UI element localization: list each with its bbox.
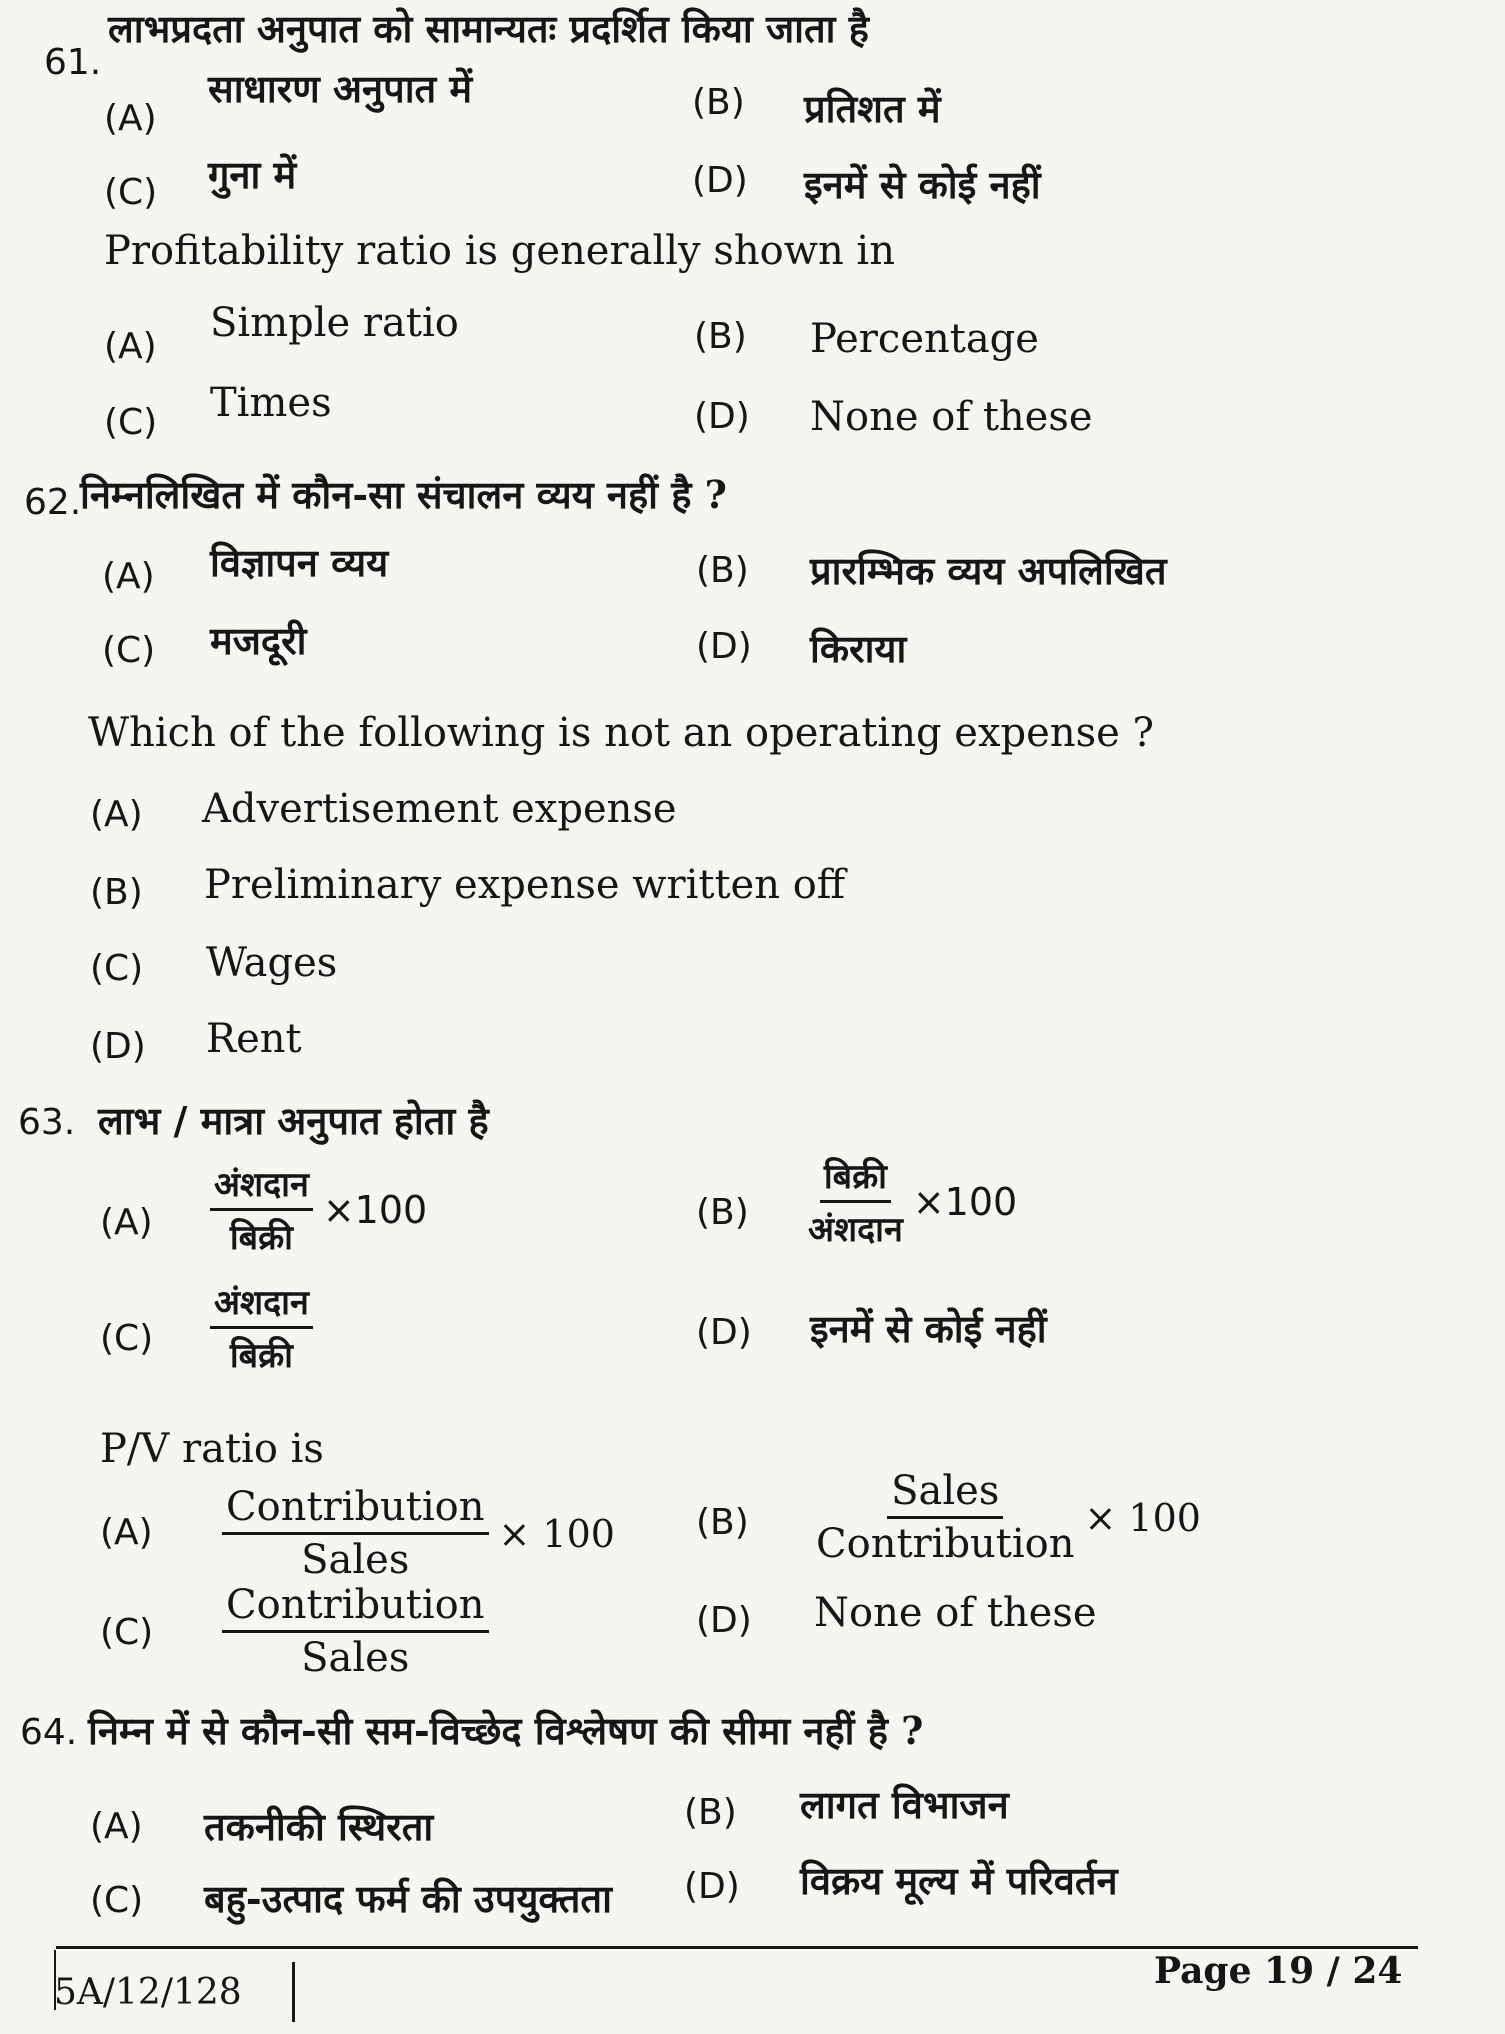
q62-en-option-d-label: (D) bbox=[90, 1026, 146, 1067]
q64-number: 64. bbox=[20, 1712, 78, 1753]
footer-rule bbox=[56, 1946, 1418, 1949]
q63-en-option-d-label: (D) bbox=[696, 1600, 752, 1641]
denominator: Sales bbox=[301, 1635, 410, 1681]
q63-hi-option-b-formula bbox=[808, 1152, 1017, 1251]
denominator: बिक्री bbox=[229, 1336, 293, 1376]
q62-en-option-b-text: Preliminary expense written off bbox=[204, 862, 846, 908]
q62-hi-option-c-text: मजदूरी bbox=[210, 618, 307, 663]
q62-en-option-a-label: (A) bbox=[90, 794, 143, 835]
q61-en-option-d-text: None of these bbox=[810, 394, 1093, 440]
q61-en-option-d-label: (D) bbox=[694, 396, 750, 437]
q62-hi-option-a-label: (A) bbox=[102, 556, 155, 597]
fraction bbox=[210, 1160, 313, 1259]
fraction bbox=[222, 1582, 489, 1681]
q64-hi-option-a-text: तकनीकी स्थिरता bbox=[204, 1804, 434, 1849]
multiplier: × 100 bbox=[1084, 1495, 1201, 1540]
q61-english-question: Profitability ratio is generally shown in bbox=[104, 228, 895, 274]
q61-hi-option-c-label: (C) bbox=[104, 172, 158, 213]
denominator: Contribution bbox=[816, 1521, 1075, 1567]
q62-hi-option-b-label: (B) bbox=[696, 550, 749, 591]
q63-en-option-b-label: (B) bbox=[696, 1502, 749, 1543]
numerator: अंशदान bbox=[210, 1160, 313, 1211]
fraction bbox=[222, 1484, 489, 1583]
q64-hi-option-b-label: (B) bbox=[684, 1792, 737, 1833]
numerator: अंशदान bbox=[210, 1278, 313, 1329]
q62-hindi-question: निम्नलिखित में कौन-सा संचालन व्यय नहीं है ? bbox=[80, 472, 727, 517]
q63-hi-option-b-label: (B) bbox=[696, 1192, 749, 1233]
q62-hi-option-c-label: (C) bbox=[102, 630, 156, 671]
q61-number: 61. bbox=[44, 42, 102, 83]
q61-hi-option-c-text: गुना में bbox=[208, 152, 297, 197]
q63-en-option-a-formula bbox=[222, 1484, 615, 1583]
q62-en-option-a-text: Advertisement expense bbox=[202, 786, 677, 832]
q63-number: 63. bbox=[18, 1102, 76, 1143]
q62-hi-option-d-label: (D) bbox=[696, 626, 752, 667]
denominator: अंशदान bbox=[808, 1210, 903, 1250]
q63-en-option-c-formula bbox=[222, 1582, 489, 1681]
q62-english-question: Which of the following is not an operating expense ? bbox=[88, 710, 1154, 756]
q62-en-option-c-label: (C) bbox=[90, 948, 144, 989]
q61-en-option-c-label: (C) bbox=[104, 402, 158, 443]
q64-hi-option-c-text: बहु-उत्पाद फर्म की उपयुक्तता bbox=[204, 1876, 612, 1921]
q61-hi-option-b-label: (B) bbox=[692, 82, 745, 123]
q61-hi-option-d-text: इनमें से कोई नहीं bbox=[804, 162, 1041, 207]
q64-hindi-question: निम्न में से कौन-सी सम-विच्छेद विश्लेषण की सीमा नहीं है ? bbox=[88, 1708, 924, 1753]
fraction bbox=[816, 1468, 1075, 1567]
q63-english-question: P/V ratio is bbox=[100, 1426, 324, 1472]
q63-hi-option-d-label: (D) bbox=[696, 1312, 752, 1353]
q63-hi-option-a-formula bbox=[210, 1160, 427, 1259]
q61-hi-option-d-label: (D) bbox=[692, 160, 748, 201]
footer-code-box-right bbox=[292, 1962, 295, 2022]
q62-hi-option-b-text: प्रारम्भिक व्यय अपलिखित bbox=[810, 548, 1167, 593]
q61-en-option-b-text: Percentage bbox=[810, 316, 1039, 362]
q62-en-option-b-label: (B) bbox=[90, 872, 143, 913]
q63-en-option-d-text: None of these bbox=[814, 1590, 1097, 1636]
q61-en-option-b-label: (B) bbox=[694, 316, 747, 357]
q62-hi-option-a-text: विज्ञापन व्यय bbox=[210, 540, 389, 585]
footer-page-number: Page 19 / 24 bbox=[1154, 1950, 1403, 1992]
fraction bbox=[808, 1152, 903, 1251]
q64-hi-option-a-label: (A) bbox=[90, 1806, 143, 1847]
q64-hi-option-b-text: लागत विभाजन bbox=[800, 1782, 1009, 1827]
q63-hindi-question: लाभ / मात्रा अनुपात होता है bbox=[98, 1098, 489, 1143]
numerator: Contribution bbox=[222, 1484, 489, 1535]
numerator: Sales bbox=[887, 1468, 1003, 1519]
multiplier: ×100 bbox=[322, 1187, 428, 1232]
q61-hindi-question: लाभप्रदता अनुपात को सामान्यतः प्रदर्शित किया जाता है bbox=[108, 6, 869, 51]
q63-hi-option-c-label: (C) bbox=[100, 1318, 154, 1359]
q64-hi-option-c-label: (C) bbox=[90, 1880, 144, 1921]
q63-hi-option-d-text: इनमें से कोई नहीं bbox=[810, 1306, 1047, 1351]
q61-hi-option-a-label: (A) bbox=[104, 98, 157, 139]
q63-hi-option-a-label: (A) bbox=[100, 1202, 153, 1243]
q62-en-option-c-text: Wages bbox=[206, 940, 338, 986]
q62-number: 62. bbox=[24, 482, 82, 523]
numerator: बिक्री bbox=[820, 1152, 891, 1203]
q64-hi-option-d-label: (D) bbox=[684, 1866, 740, 1907]
q63-en-option-a-label: (A) bbox=[100, 1512, 153, 1553]
q63-en-option-b-formula bbox=[816, 1468, 1201, 1567]
denominator: बिक्री bbox=[229, 1218, 293, 1258]
q61-en-option-a-label: (A) bbox=[104, 326, 157, 367]
q63-hi-option-c-formula bbox=[210, 1278, 313, 1377]
numerator: Contribution bbox=[222, 1582, 489, 1633]
q63-en-option-c-label: (C) bbox=[100, 1612, 154, 1653]
q61-en-option-a-text: Simple ratio bbox=[210, 300, 459, 346]
footer-paper-code: 5A/12/128 bbox=[54, 1972, 242, 2013]
q61-hi-option-a-text: साधारण अनुपात में bbox=[208, 66, 473, 111]
q61-en-option-c-text: Times bbox=[210, 380, 332, 426]
q62-hi-option-d-text: किराया bbox=[810, 626, 907, 671]
q62-en-option-d-text: Rent bbox=[206, 1016, 302, 1062]
multiplier: × 100 bbox=[498, 1511, 615, 1556]
multiplier: ×100 bbox=[912, 1179, 1018, 1224]
denominator: Sales bbox=[301, 1537, 410, 1583]
q64-hi-option-d-text: विक्रय मूल्य में परिवर्तन bbox=[800, 1858, 1118, 1903]
q61-hi-option-b-text: प्रतिशत में bbox=[804, 86, 941, 131]
fraction bbox=[210, 1278, 313, 1377]
